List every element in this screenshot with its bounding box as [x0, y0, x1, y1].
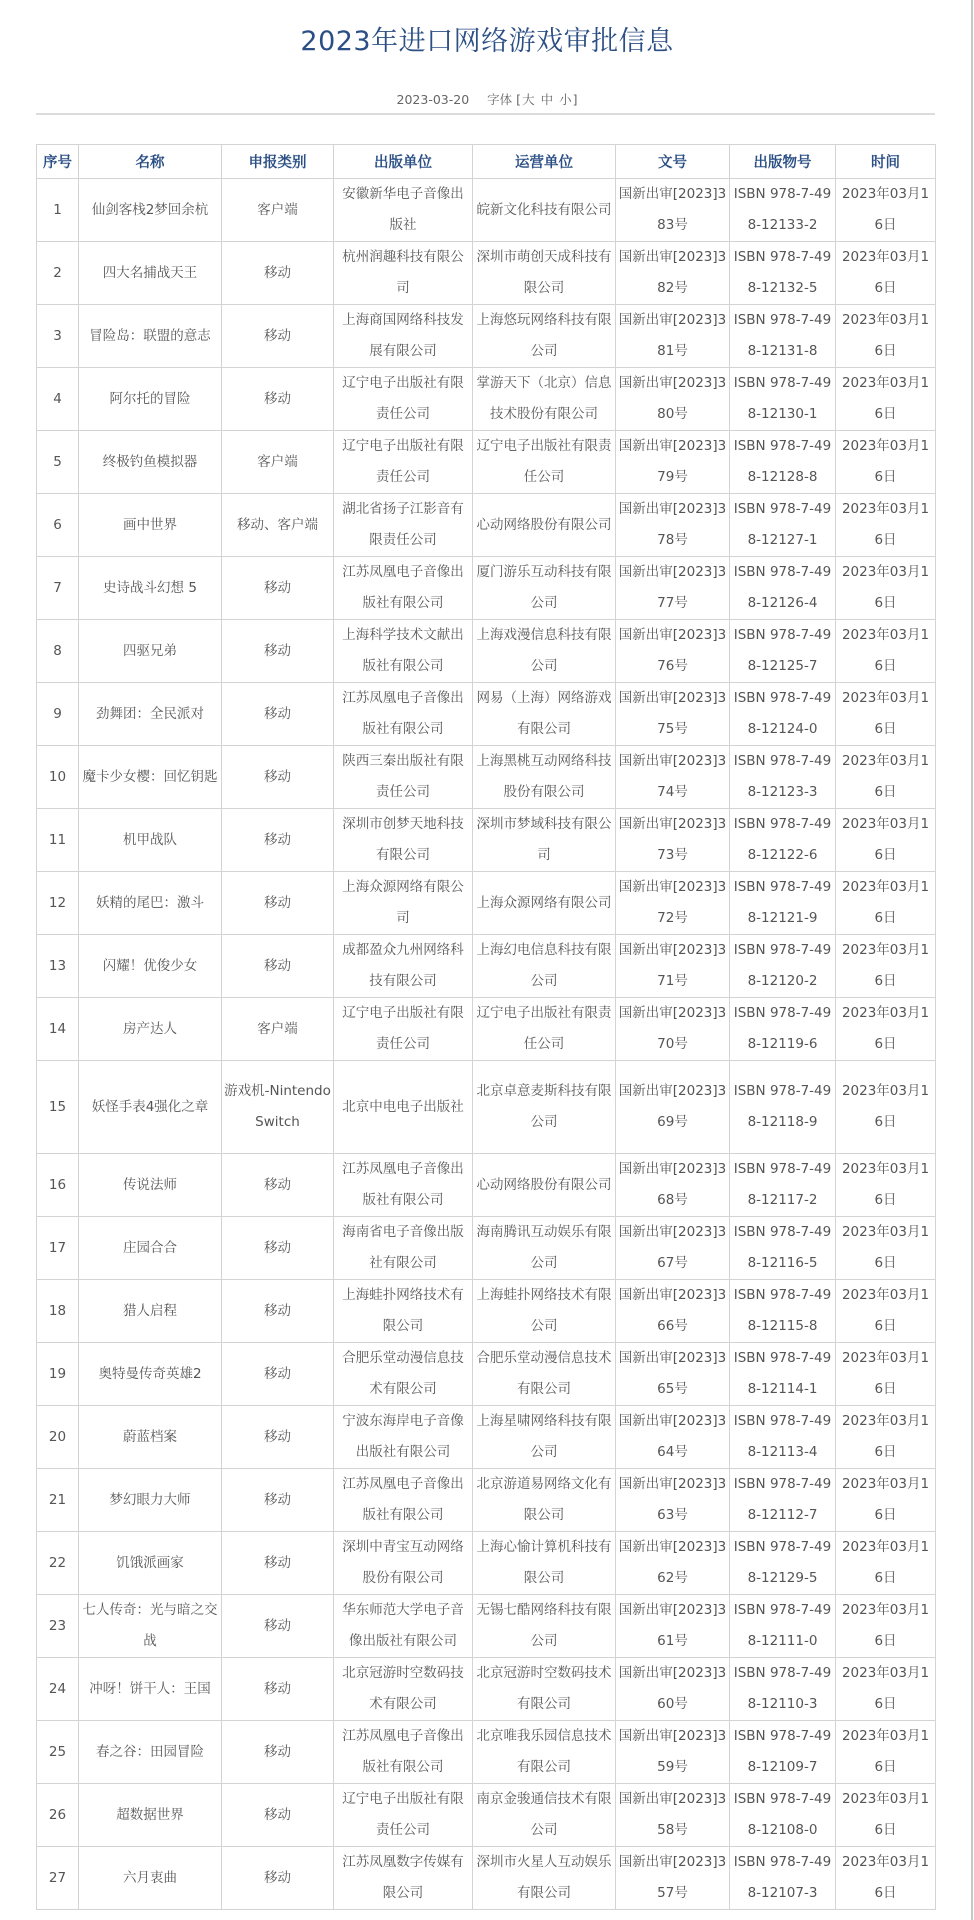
- cell-date: 2023年03月16日: [836, 1469, 936, 1532]
- font-size-label: 字体: [487, 92, 513, 107]
- cell-operator: 深圳市梦域科技有限公司: [473, 809, 616, 872]
- cell-no: 23: [37, 1595, 79, 1658]
- cell-publisher: 深圳中青宝互动网络股份有限公司: [334, 1532, 473, 1595]
- cell-operator: 心动网络股份有限公司: [473, 494, 616, 557]
- cell-isbn: ISBN 978-7-498-12110-3: [730, 1658, 836, 1721]
- cell-name: 闪耀！优俊少女: [79, 935, 222, 998]
- cell-approval: 国新出审[2023]368号: [616, 1154, 730, 1217]
- cell-name: 妖精的尾巴：激斗: [79, 872, 222, 935]
- cell-category: 移动: [222, 1847, 334, 1910]
- cell-publisher: 上海商国网络科技发展有限公司: [334, 305, 473, 368]
- cell-isbn: ISBN 978-7-498-12133-2: [730, 179, 836, 242]
- cell-approval: 国新出审[2023]359号: [616, 1721, 730, 1784]
- cell-isbn: ISBN 978-7-498-12108-0: [730, 1784, 836, 1847]
- cell-name: 传说法师: [79, 1154, 222, 1217]
- cell-category: 游戏机-Nintendo Switch: [222, 1061, 334, 1154]
- cell-isbn: ISBN 978-7-498-12107-3: [730, 1847, 836, 1910]
- cell-approval: 国新出审[2023]372号: [616, 872, 730, 935]
- cell-no: 10: [37, 746, 79, 809]
- cell-operator: 海南腾讯互动娱乐有限公司: [473, 1217, 616, 1280]
- table-row: [37, 557, 936, 620]
- cell-no: 20: [37, 1406, 79, 1469]
- cell-isbn: ISBN 978-7-498-12118-9: [730, 1061, 836, 1154]
- bracket-open: [: [516, 92, 522, 107]
- cell-no: 16: [37, 1154, 79, 1217]
- cell-isbn: ISBN 978-7-498-12109-7: [730, 1721, 836, 1784]
- cell-date: 2023年03月16日: [836, 557, 936, 620]
- cell-approval: 国新出审[2023]369号: [616, 1061, 730, 1154]
- table-row: [37, 1847, 936, 1910]
- cell-operator: 北京卓意麦斯科技有限公司: [473, 1061, 616, 1154]
- header-publisher: 出版单位: [334, 145, 473, 179]
- header-no: 序号: [37, 145, 79, 179]
- cell-date: 2023年03月16日: [836, 1217, 936, 1280]
- table-row: [37, 1784, 936, 1847]
- cell-no: 19: [37, 1343, 79, 1406]
- cell-name: 四驱兄弟: [79, 620, 222, 683]
- cell-operator: 上海蛙扑网络技术有限公司: [473, 1280, 616, 1343]
- cell-approval: 国新出审[2023]363号: [616, 1469, 730, 1532]
- table-row: [37, 1595, 936, 1658]
- cell-approval: 国新出审[2023]370号: [616, 998, 730, 1061]
- cell-publisher: 江苏凤凰电子音像出版社有限公司: [334, 1469, 473, 1532]
- cell-date: 2023年03月16日: [836, 620, 936, 683]
- cell-publisher: 成都盈众九州网络科技有限公司: [334, 935, 473, 998]
- cell-approval: 国新出审[2023]378号: [616, 494, 730, 557]
- cell-name: 画中世界: [79, 494, 222, 557]
- table-row: [37, 305, 936, 368]
- cell-operator: 上海黑桃互动网络科技股份有限公司: [473, 746, 616, 809]
- header-isbn: 出版物号: [730, 145, 836, 179]
- cell-approval: 国新出审[2023]376号: [616, 620, 730, 683]
- cell-name: 劲舞团：全民派对: [79, 683, 222, 746]
- cell-publisher: 江苏凤凰电子音像出版社有限公司: [334, 557, 473, 620]
- table-row: [37, 1406, 936, 1469]
- cell-no: 25: [37, 1721, 79, 1784]
- cell-approval: 国新出审[2023]377号: [616, 557, 730, 620]
- cell-approval: 国新出审[2023]374号: [616, 746, 730, 809]
- cell-isbn: ISBN 978-7-498-12127-1: [730, 494, 836, 557]
- cell-name: 仙剑客栈2梦回余杭: [79, 179, 222, 242]
- cell-isbn: ISBN 978-7-498-12114-1: [730, 1343, 836, 1406]
- cell-category: 移动: [222, 1154, 334, 1217]
- cell-operator: 辽宁电子出版社有限责任公司: [473, 998, 616, 1061]
- cell-isbn: ISBN 978-7-498-12115-8: [730, 1280, 836, 1343]
- table-row: [37, 746, 936, 809]
- cell-operator: 北京唯我乐园信息技术有限公司: [473, 1721, 616, 1784]
- cell-date: 2023年03月16日: [836, 305, 936, 368]
- cell-category: 客户端: [222, 431, 334, 494]
- table-row: [37, 242, 936, 305]
- cell-no: 1: [37, 179, 79, 242]
- table-row: [37, 1280, 936, 1343]
- header-date: 时间: [836, 145, 936, 179]
- cell-approval: 国新出审[2023]373号: [616, 809, 730, 872]
- cell-no: 26: [37, 1784, 79, 1847]
- cell-no: 21: [37, 1469, 79, 1532]
- cell-publisher: 杭州润趣科技有限公司: [334, 242, 473, 305]
- cell-isbn: ISBN 978-7-498-12131-8: [730, 305, 836, 368]
- cell-name: 超数据世界: [79, 1784, 222, 1847]
- cell-name: 阿尔托的冒险: [79, 368, 222, 431]
- cell-publisher: 上海众源网络有限公司: [334, 872, 473, 935]
- cell-operator: 掌游天下（北京）信息技术股份有限公司: [473, 368, 616, 431]
- cell-name: 奥特曼传奇英雄2: [79, 1343, 222, 1406]
- cell-name: 机甲战队: [79, 809, 222, 872]
- cell-isbn: ISBN 978-7-498-12129-5: [730, 1532, 836, 1595]
- cell-date: 2023年03月16日: [836, 1595, 936, 1658]
- cell-no: 11: [37, 809, 79, 872]
- cell-category: 移动: [222, 1280, 334, 1343]
- cell-publisher: 华东师范大学电子音像出版社有限公司: [334, 1595, 473, 1658]
- cell-name: 妖怪手表4强化之章: [79, 1061, 222, 1154]
- cell-isbn: ISBN 978-7-498-12122-6: [730, 809, 836, 872]
- cell-approval: 国新出审[2023]375号: [616, 683, 730, 746]
- cell-date: 2023年03月16日: [836, 368, 936, 431]
- table-row: [37, 1532, 936, 1595]
- cell-name: 六月衷曲: [79, 1847, 222, 1910]
- cell-name: 魔卡少女樱：回忆钥匙: [79, 746, 222, 809]
- table-row: [37, 179, 936, 242]
- table-row: [37, 431, 936, 494]
- cell-operator: 深圳市火星人互动娱乐有限公司: [473, 1847, 616, 1910]
- cell-no: 13: [37, 935, 79, 998]
- cell-publisher: 湖北省扬子江影音有限责任公司: [334, 494, 473, 557]
- cell-category: 移动: [222, 683, 334, 746]
- table-row: [37, 809, 936, 872]
- font-medium-link[interactable]: 中: [540, 92, 554, 107]
- cell-date: 2023年03月16日: [836, 242, 936, 305]
- cell-date: 2023年03月16日: [836, 1721, 936, 1784]
- cell-publisher: 辽宁电子出版社有限责任公司: [334, 998, 473, 1061]
- cell-operator: 北京冠游时空数码技术有限公司: [473, 1658, 616, 1721]
- cell-date: 2023年03月16日: [836, 1280, 936, 1343]
- cell-isbn: ISBN 978-7-498-12117-2: [730, 1154, 836, 1217]
- cell-category: 客户端: [222, 179, 334, 242]
- cell-no: 4: [37, 368, 79, 431]
- cell-date: 2023年03月16日: [836, 998, 936, 1061]
- cell-date: 2023年03月16日: [836, 1847, 936, 1910]
- cell-name: 四大名捕战天王: [79, 242, 222, 305]
- cell-no: 2: [37, 242, 79, 305]
- cell-name: 房产达人: [79, 998, 222, 1061]
- cell-name: 春之谷：田园冒险: [79, 1721, 222, 1784]
- header-approval: 文号: [616, 145, 730, 179]
- cell-no: 8: [37, 620, 79, 683]
- cell-category: 移动: [222, 746, 334, 809]
- font-small-link[interactable]: 小: [559, 92, 572, 107]
- cell-publisher: 辽宁电子出版社有限责任公司: [334, 1784, 473, 1847]
- cell-operator: 上海幻电信息科技有限公司: [473, 935, 616, 998]
- cell-isbn: ISBN 978-7-498-12124-0: [730, 683, 836, 746]
- cell-publisher: 辽宁电子出版社有限责任公司: [334, 431, 473, 494]
- cell-publisher: 安徽新华电子音像出版社: [334, 179, 473, 242]
- bracket-close: ]: [572, 92, 578, 107]
- cell-approval: 国新出审[2023]365号: [616, 1343, 730, 1406]
- publish-date: 2023-03-20: [396, 92, 470, 107]
- cell-isbn: ISBN 978-7-498-12121-9: [730, 872, 836, 935]
- cell-name: 终极钓鱼模拟器: [79, 431, 222, 494]
- table-row: [37, 935, 936, 998]
- cell-category: 移动: [222, 1406, 334, 1469]
- cell-name: 梦幻眼力大师: [79, 1469, 222, 1532]
- table-row: [37, 1658, 936, 1721]
- cell-publisher: 北京冠游时空数码技术有限公司: [334, 1658, 473, 1721]
- header-operator: 运营单位: [473, 145, 616, 179]
- cell-no: 5: [37, 431, 79, 494]
- table-header-row: [37, 145, 936, 179]
- cell-category: 移动: [222, 935, 334, 998]
- cell-isbn: ISBN 978-7-498-12126-4: [730, 557, 836, 620]
- cell-date: 2023年03月16日: [836, 1154, 936, 1217]
- cell-approval: 国新出审[2023]379号: [616, 431, 730, 494]
- cell-approval: 国新出审[2023]382号: [616, 242, 730, 305]
- cell-approval: 国新出审[2023]364号: [616, 1406, 730, 1469]
- cell-date: 2023年03月16日: [836, 1343, 936, 1406]
- cell-operator: 无锡七酷网络科技有限公司: [473, 1595, 616, 1658]
- cell-category: 移动: [222, 1343, 334, 1406]
- cell-date: 2023年03月16日: [836, 431, 936, 494]
- cell-name: 七人传奇：光与暗之交战: [79, 1595, 222, 1658]
- font-large-link[interactable]: 大: [522, 92, 535, 107]
- cell-operator: 南京金骏通信技术有限公司: [473, 1784, 616, 1847]
- cell-name: 冲呀！饼干人：王国: [79, 1658, 222, 1721]
- cell-no: 9: [37, 683, 79, 746]
- cell-name: 猎人启程: [79, 1280, 222, 1343]
- cell-no: 12: [37, 872, 79, 935]
- table-row: [37, 494, 936, 557]
- cell-operator: 上海星啸网络科技有限公司: [473, 1406, 616, 1469]
- cell-category: 移动: [222, 872, 334, 935]
- cell-name: 饥饿派画家: [79, 1532, 222, 1595]
- cell-approval: 国新出审[2023]380号: [616, 368, 730, 431]
- cell-category: 移动: [222, 620, 334, 683]
- table-row: [37, 1154, 936, 1217]
- cell-publisher: 深圳市创梦天地科技有限公司: [334, 809, 473, 872]
- cell-publisher: 陕西三秦出版社有限责任公司: [334, 746, 473, 809]
- cell-isbn: ISBN 978-7-498-12125-7: [730, 620, 836, 683]
- cell-no: 22: [37, 1532, 79, 1595]
- cell-category: 移动: [222, 1658, 334, 1721]
- page-title: 2023年进口网络游戏审批信息: [300, 26, 674, 57]
- cell-operator: 厦门游乐互动科技有限公司: [473, 557, 616, 620]
- cell-publisher: 江苏凤凰电子音像出版社有限公司: [334, 1154, 473, 1217]
- table-row: [37, 872, 936, 935]
- cell-operator: 网易（上海）网络游戏有限公司: [473, 683, 616, 746]
- cell-isbn: ISBN 978-7-498-12112-7: [730, 1469, 836, 1532]
- table-row: [37, 620, 936, 683]
- cell-publisher: 北京中电电子出版社: [334, 1061, 473, 1154]
- cell-operator: 皖新文化科技有限公司: [473, 179, 616, 242]
- cell-publisher: 江苏凤凰数字传媒有限公司: [334, 1847, 473, 1910]
- header-divider: [36, 113, 935, 115]
- cell-approval: 国新出审[2023]362号: [616, 1532, 730, 1595]
- cell-category: 移动: [222, 1532, 334, 1595]
- table-row: [37, 1721, 936, 1784]
- cell-date: 2023年03月16日: [836, 872, 936, 935]
- cell-name: 庄园合合: [79, 1217, 222, 1280]
- table-row: [37, 683, 936, 746]
- cell-category: 移动: [222, 1217, 334, 1280]
- cell-name: 冒险岛：联盟的意志: [79, 305, 222, 368]
- cell-date: 2023年03月16日: [836, 935, 936, 998]
- cell-approval: 国新出审[2023]371号: [616, 935, 730, 998]
- cell-publisher: 宁波东海岸电子音像出版社有限公司: [334, 1406, 473, 1469]
- cell-approval: 国新出审[2023]360号: [616, 1658, 730, 1721]
- cell-operator: 深圳市萌创天成科技有限公司: [473, 242, 616, 305]
- cell-operator: 上海众源网络有限公司: [473, 872, 616, 935]
- cell-operator: 上海心愉计算机科技有限公司: [473, 1532, 616, 1595]
- table-row: [37, 1061, 936, 1154]
- cell-category: 移动: [222, 557, 334, 620]
- cell-publisher: 上海科学技术文献出版社有限公司: [334, 620, 473, 683]
- cell-approval: 国新出审[2023]367号: [616, 1217, 730, 1280]
- cell-category: 移动: [222, 368, 334, 431]
- header-name: 名称: [79, 145, 222, 179]
- cell-operator: 北京游道易网络文化有限公司: [473, 1469, 616, 1532]
- cell-approval: 国新出审[2023]361号: [616, 1595, 730, 1658]
- header-category: 申报类别: [222, 145, 334, 179]
- cell-no: 17: [37, 1217, 79, 1280]
- cell-category: 移动: [222, 809, 334, 872]
- cell-approval: 国新出审[2023]381号: [616, 305, 730, 368]
- table-row: [37, 1343, 936, 1406]
- cell-isbn: ISBN 978-7-498-12130-1: [730, 368, 836, 431]
- font-size-control: [487, 92, 577, 107]
- cell-operator: 合肥乐堂动漫信息技术有限公司: [473, 1343, 616, 1406]
- cell-isbn: ISBN 978-7-498-12120-2: [730, 935, 836, 998]
- cell-approval: 国新出审[2023]366号: [616, 1280, 730, 1343]
- approval-table: [36, 144, 936, 1910]
- cell-date: 2023年03月16日: [836, 1532, 936, 1595]
- cell-no: 27: [37, 1847, 79, 1910]
- cell-isbn: ISBN 978-7-498-12119-6: [730, 998, 836, 1061]
- cell-category: 客户端: [222, 998, 334, 1061]
- cell-name: 史诗战斗幻想 5: [79, 557, 222, 620]
- cell-category: 移动: [222, 1595, 334, 1658]
- cell-approval: 国新出审[2023]383号: [616, 179, 730, 242]
- cell-operator: 心动网络股份有限公司: [473, 1154, 616, 1217]
- cell-isbn: ISBN 978-7-498-12111-0: [730, 1595, 836, 1658]
- cell-publisher: 上海蛙扑网络技术有限公司: [334, 1280, 473, 1343]
- cell-no: 18: [37, 1280, 79, 1343]
- cell-category: 移动: [222, 1721, 334, 1784]
- cell-category: 移动、客户端: [222, 494, 334, 557]
- table-row: [37, 998, 936, 1061]
- cell-date: 2023年03月16日: [836, 1784, 936, 1847]
- cell-date: 2023年03月16日: [836, 494, 936, 557]
- cell-approval: 国新出审[2023]358号: [616, 1784, 730, 1847]
- page-right-border: [971, 0, 973, 1920]
- cell-isbn: ISBN 978-7-498-12132-5: [730, 242, 836, 305]
- cell-operator: 辽宁电子出版社有限责任公司: [473, 431, 616, 494]
- table-row: [37, 1217, 936, 1280]
- cell-isbn: ISBN 978-7-498-12128-8: [730, 431, 836, 494]
- cell-no: 15: [37, 1061, 79, 1154]
- cell-operator: 上海戏漫信息科技有限公司: [473, 620, 616, 683]
- cell-date: 2023年03月16日: [836, 179, 936, 242]
- cell-date: 2023年03月16日: [836, 746, 936, 809]
- cell-category: 移动: [222, 242, 334, 305]
- article-meta: [0, 91, 974, 109]
- cell-isbn: ISBN 978-7-498-12116-5: [730, 1217, 836, 1280]
- cell-isbn: ISBN 978-7-498-12113-4: [730, 1406, 836, 1469]
- cell-publisher: 江苏凤凰电子音像出版社有限公司: [334, 683, 473, 746]
- cell-no: 7: [37, 557, 79, 620]
- cell-name: 蔚蓝档案: [79, 1406, 222, 1469]
- cell-category: 移动: [222, 1469, 334, 1532]
- cell-date: 2023年03月16日: [836, 1061, 936, 1154]
- cell-publisher: 合肥乐堂动漫信息技术有限公司: [334, 1343, 473, 1406]
- table-row: [37, 1469, 936, 1532]
- cell-category: 移动: [222, 1784, 334, 1847]
- cell-category: 移动: [222, 305, 334, 368]
- cell-operator: 上海悠玩网络科技有限公司: [473, 305, 616, 368]
- cell-no: 14: [37, 998, 79, 1061]
- cell-no: 24: [37, 1658, 79, 1721]
- cell-approval: 国新出审[2023]357号: [616, 1847, 730, 1910]
- cell-publisher: 辽宁电子出版社有限责任公司: [334, 368, 473, 431]
- table-row: [37, 368, 936, 431]
- cell-publisher: 海南省电子音像出版社有限公司: [334, 1217, 473, 1280]
- cell-date: 2023年03月16日: [836, 1406, 936, 1469]
- cell-isbn: ISBN 978-7-498-12123-3: [730, 746, 836, 809]
- cell-date: 2023年03月16日: [836, 1658, 936, 1721]
- cell-no: 6: [37, 494, 79, 557]
- cell-date: 2023年03月16日: [836, 683, 936, 746]
- cell-publisher: 江苏凤凰电子音像出版社有限公司: [334, 1721, 473, 1784]
- cell-no: 3: [37, 305, 79, 368]
- cell-date: 2023年03月16日: [836, 809, 936, 872]
